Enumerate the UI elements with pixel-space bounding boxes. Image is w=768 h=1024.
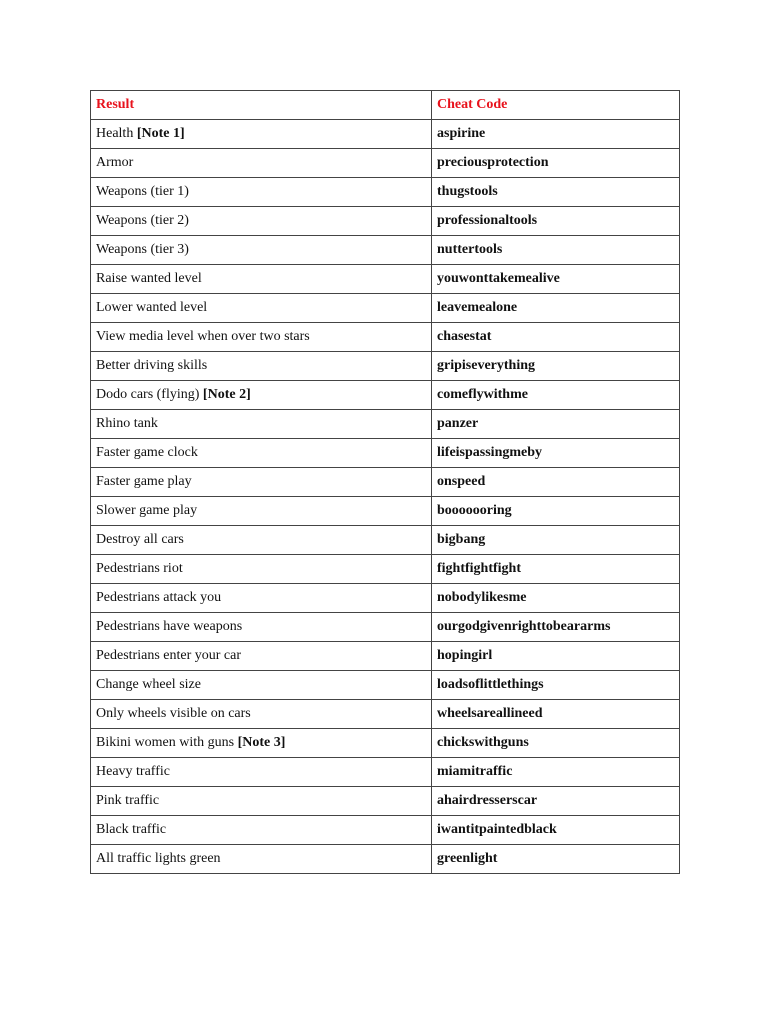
result-cell [91, 758, 432, 787]
cheat-code-cell: onspeed [432, 468, 680, 497]
result-text: Dodo cars (flying) [96, 387, 200, 402]
table-row [91, 207, 680, 236]
cheat-code-cell: leavemealone [432, 294, 680, 323]
cheat-code-cell: comeflywithme [432, 381, 680, 410]
table-row [91, 468, 680, 497]
cheat-code-cell: ourgodgivenrighttobeararms [432, 613, 680, 642]
result-text: View media level when over two stars [96, 329, 310, 344]
table-row [91, 526, 680, 555]
column-header-cheat-code: Cheat Code [432, 91, 680, 120]
cheat-code-cell: fightfightfight [432, 555, 680, 584]
result-text: Pink traffic [96, 793, 160, 808]
result-text: Rhino tank [96, 416, 158, 431]
result-cell [91, 439, 432, 468]
result-cell [91, 352, 432, 381]
result-text: Health [96, 126, 134, 141]
result-text: Armor [96, 155, 134, 170]
result-text: Black traffic [96, 822, 167, 837]
result-text: Pedestrians riot [96, 561, 183, 576]
cheat-code-cell: lifeispassingmeby [432, 439, 680, 468]
table-row [91, 671, 680, 700]
table-row [91, 149, 680, 178]
result-cell [91, 149, 432, 178]
result-text: Pedestrians attack you [96, 590, 222, 605]
result-text: Pedestrians have weapons [96, 619, 243, 634]
cheat-code-cell: iwantitpaintedblack [432, 816, 680, 845]
result-cell [91, 700, 432, 729]
table-row [91, 178, 680, 207]
cheat-code-cell: youwonttakemealive [432, 265, 680, 294]
cheat-code-cell: loadsoflittlethings [432, 671, 680, 700]
table-row [91, 816, 680, 845]
result-cell [91, 381, 432, 410]
result-cell [91, 207, 432, 236]
result-cell [91, 323, 432, 352]
column-header-result: Result [91, 91, 432, 120]
result-text: Faster game play [96, 474, 192, 489]
result-text: Raise wanted level [96, 271, 202, 286]
result-text: Destroy all cars [96, 532, 184, 547]
result-cell [91, 555, 432, 584]
result-cell [91, 642, 432, 671]
result-cell [91, 845, 432, 874]
cheat-code-cell: professionaltools [432, 207, 680, 236]
table-row [91, 265, 680, 294]
result-text: Pedestrians enter your car [96, 648, 241, 663]
result-cell [91, 497, 432, 526]
table-row [91, 381, 680, 410]
result-cell [91, 729, 432, 758]
table-row [91, 642, 680, 671]
result-cell [91, 526, 432, 555]
table-row [91, 294, 680, 323]
cheat-code-cell: wheelsareallineed [432, 700, 680, 729]
table-row [91, 787, 680, 816]
cheat-code-cell: aspirine [432, 120, 680, 149]
table-row [91, 439, 680, 468]
result-text: Better driving skills [96, 358, 208, 373]
note-reference: [Note 1] [136, 126, 185, 141]
table-row [91, 497, 680, 526]
result-cell [91, 613, 432, 642]
result-cell [91, 120, 432, 149]
result-cell [91, 294, 432, 323]
cheat-code-cell: hopingirl [432, 642, 680, 671]
result-text: Weapons (tier 3) [96, 242, 189, 257]
result-text: Slower game play [96, 503, 198, 518]
table-row [91, 584, 680, 613]
table-row [91, 555, 680, 584]
note-reference: [Note 3] [237, 735, 286, 750]
result-text: Change wheel size [96, 677, 201, 692]
cheat-code-table [90, 90, 680, 874]
result-cell [91, 787, 432, 816]
result-cell [91, 265, 432, 294]
cheat-code-cell: preciousprotection [432, 149, 680, 178]
table-row [91, 410, 680, 439]
table-row [91, 613, 680, 642]
cheat-code-cell: bigbang [432, 526, 680, 555]
cheat-code-cell: panzer [432, 410, 680, 439]
cheat-code-cell: nuttertools [432, 236, 680, 265]
table-row [91, 236, 680, 265]
note-reference: [Note 2] [202, 387, 251, 402]
table-row [91, 700, 680, 729]
cheat-code-cell: gripiseverything [432, 352, 680, 381]
result-cell [91, 236, 432, 265]
result-cell [91, 178, 432, 207]
result-cell [91, 468, 432, 497]
cheat-code-cell: greenlight [432, 845, 680, 874]
table-row [91, 120, 680, 149]
table-header [91, 91, 680, 120]
cheat-code-cell: chasestat [432, 323, 680, 352]
table-row [91, 845, 680, 874]
cheat-code-cell: thugstools [432, 178, 680, 207]
table-body [91, 120, 680, 874]
result-cell [91, 816, 432, 845]
result-cell [91, 671, 432, 700]
result-text: Weapons (tier 1) [96, 184, 189, 199]
cheat-code-cell: nobodylikesme [432, 584, 680, 613]
cheat-code-cell: chickswithguns [432, 729, 680, 758]
result-text: All traffic lights green [96, 851, 221, 866]
table-row [91, 323, 680, 352]
result-text: Bikini women with guns [96, 735, 235, 750]
cheat-code-cell: booooooring [432, 497, 680, 526]
cheat-code-cell: ahairdresserscar [432, 787, 680, 816]
result-text: Heavy traffic [96, 764, 170, 779]
result-cell [91, 410, 432, 439]
table-row [91, 352, 680, 381]
cheat-code-cell: miamitraffic [432, 758, 680, 787]
result-text: Faster game clock [96, 445, 198, 460]
result-cell [91, 584, 432, 613]
table-row [91, 729, 680, 758]
header-row [91, 91, 680, 120]
result-text: Only wheels visible on cars [96, 706, 251, 721]
result-text: Weapons (tier 2) [96, 213, 189, 228]
result-text: Lower wanted level [96, 300, 208, 315]
table-row [91, 758, 680, 787]
